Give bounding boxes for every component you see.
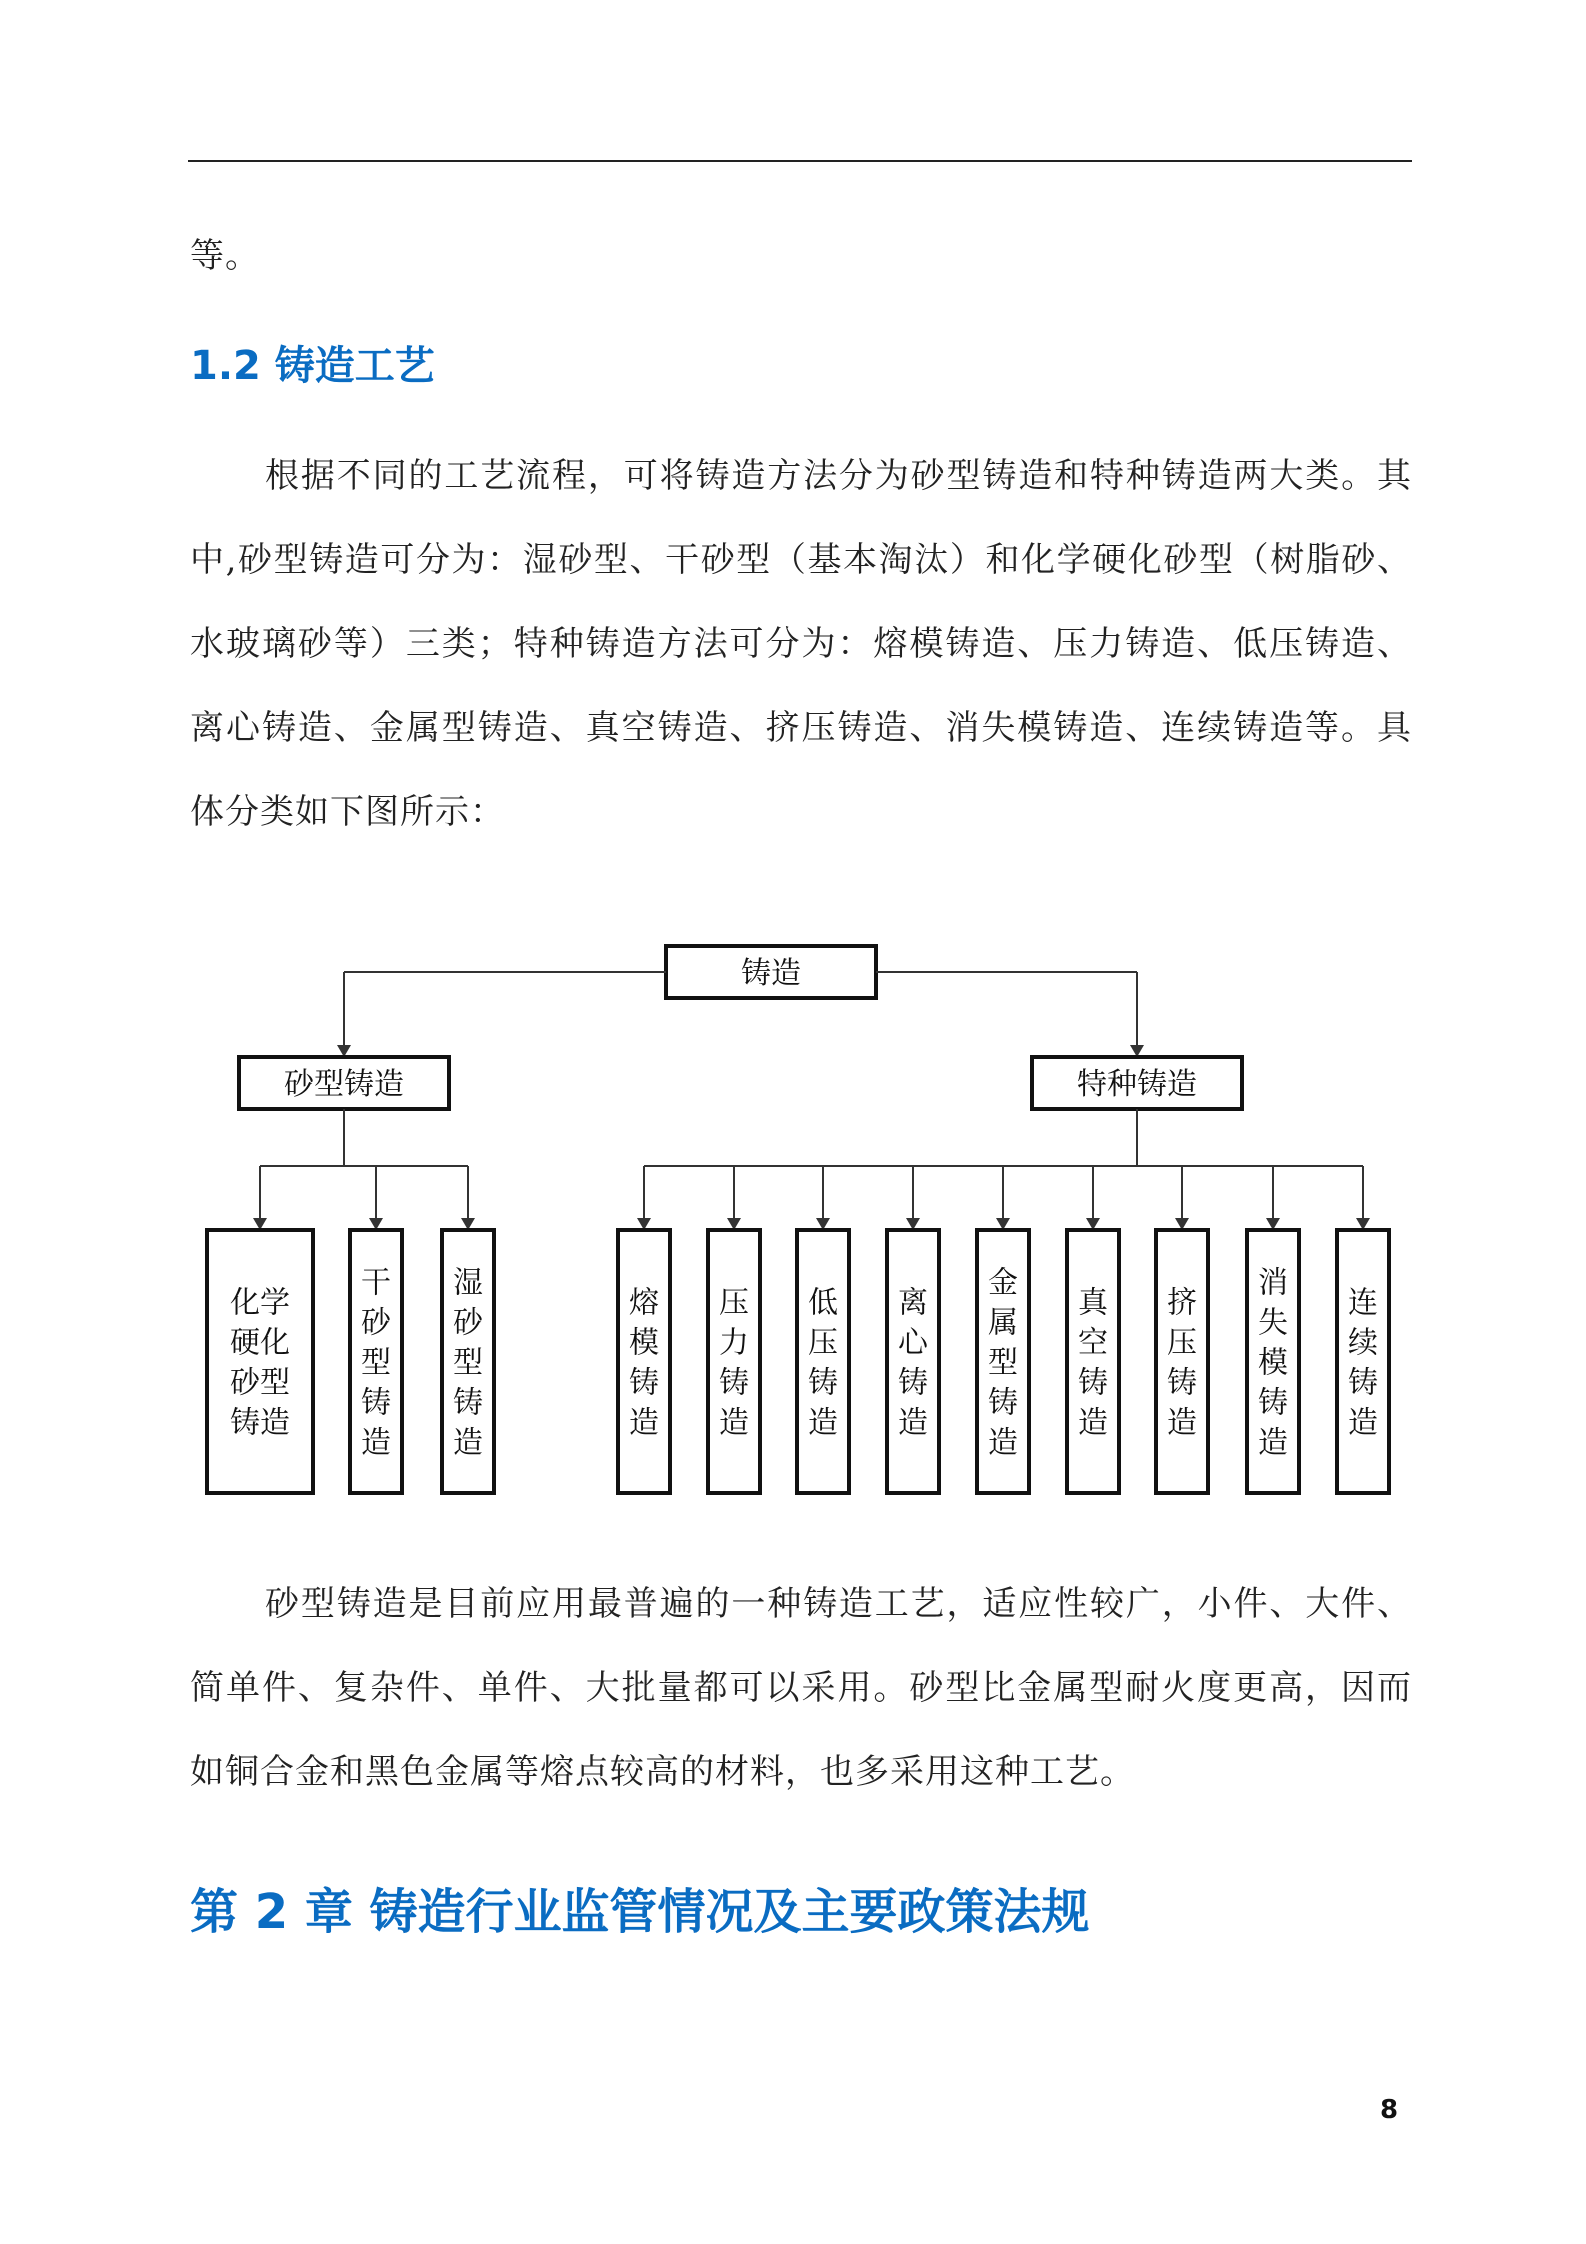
continuation-text: 等。 [190, 236, 260, 276]
leaf-node-text-1-3-1: 湿 [453, 1265, 483, 1301]
branch-node-label-2: 特种铸造 [1077, 1067, 1197, 1102]
leaf-node-text-2-9-4: 造 [1348, 1405, 1378, 1441]
leaf-node-box-2-9 [1337, 1230, 1389, 1493]
leaf-node-text-2-1-2: 模 [629, 1325, 659, 1361]
leaf-node-text-1-2-4: 铸 [361, 1385, 391, 1421]
leaf-node-text-1-2-3: 型 [361, 1345, 391, 1381]
leaf-node-text-2-6-1: 真 [1078, 1285, 1108, 1321]
leaf-node-text-2-4-3: 铸 [898, 1365, 928, 1401]
leaf-node-box-2-7 [1156, 1230, 1208, 1493]
leaf-node-text-2-8-4: 铸 [1258, 1385, 1288, 1421]
intro-paragraph: 根据不同的工艺流程，可将铸造方法分为砂型铸造和特种铸造两大类。其中,砂型铸造可分为：湿砂型、干砂型（基本淘汰）和化学硬化砂型（树脂砂、水玻璃砂等）三类；特种铸造方法可分为：熔模铸造、压力铸造、低压铸造、离心铸造、金属型铸造、真空铸造、挤压铸造、消失模铸造、连续铸造等。具体分类如下图所示： [190, 456, 1412, 832]
leaf-node-text-2-3-1: 低 [808, 1285, 838, 1321]
leaf-node-text-2-4-1: 离 [898, 1285, 928, 1321]
leaf-node-box-2-2 [708, 1230, 760, 1493]
leaf-node-text-1-3-3: 型 [453, 1345, 483, 1381]
sand-casting-paragraph: 砂型铸造是目前应用最普遍的一种铸造工艺，适应性较广，小件、大件、简单件、复杂件、单件、大批量都可以采用。砂型比金属型耐火度更高，因而如铜合金和黑色金属等熔点较高的材料，也多采用这种工艺。 [190, 1584, 1412, 1792]
leaf-node-text-2-9-3: 铸 [1348, 1365, 1378, 1401]
leaf-node-box-2-3 [797, 1230, 849, 1493]
leaf-node-text-1-1-4: 铸造 [230, 1405, 290, 1441]
leaf-node-text-1-3-2: 砂 [453, 1305, 483, 1341]
leaf-node-text-2-6-4: 造 [1078, 1405, 1108, 1441]
leaf-node-text-2-5-2: 属 [988, 1305, 1018, 1341]
leaf-node-text-2-7-3: 铸 [1167, 1365, 1197, 1401]
leaf-node-text-1-3-5: 造 [453, 1425, 483, 1461]
leaf-node-text-2-5-5: 造 [988, 1425, 1018, 1461]
leaf-node-text-2-8-3: 模 [1258, 1345, 1288, 1381]
leaf-node-text-2-6-3: 铸 [1078, 1365, 1108, 1401]
branch-node-label-1: 砂型铸造 [284, 1067, 404, 1102]
leaf-node-text-1-2-1: 干 [361, 1265, 391, 1301]
leaf-node-box-1-1 [207, 1230, 313, 1493]
leaf-node-text-2-8-5: 造 [1258, 1425, 1288, 1461]
leaf-node-text-2-7-1: 挤 [1167, 1285, 1197, 1321]
chapter-heading: 第 2 章 铸造行业监管情况及主要政策法规 [190, 1884, 1090, 1940]
leaf-node-text-2-7-4: 造 [1167, 1405, 1197, 1441]
leaf-node-text-2-3-3: 铸 [808, 1365, 838, 1401]
leaf-node-text-2-9-1: 连 [1348, 1285, 1378, 1321]
leaf-node-text-2-1-4: 造 [629, 1405, 659, 1441]
leaf-node-text-2-1-3: 铸 [629, 1365, 659, 1401]
leaf-node-text-2-1-1: 熔 [629, 1285, 659, 1321]
leaf-node-text-2-8-1: 消 [1258, 1265, 1288, 1301]
leaf-node-text-2-9-2: 续 [1348, 1325, 1378, 1361]
leaf-node-text-2-3-4: 造 [808, 1405, 838, 1441]
leaf-node-text-2-2-4: 造 [719, 1405, 749, 1441]
leaf-node-text-1-1-2: 硬化 [230, 1325, 290, 1361]
leaf-node-text-2-2-1: 压 [719, 1285, 749, 1321]
leaf-node-text-2-8-2: 失 [1258, 1305, 1288, 1341]
root-node-label: 铸造 [741, 956, 801, 991]
leaf-node-text-2-5-1: 金 [988, 1265, 1018, 1301]
leaf-node-text-1-2-5: 造 [361, 1425, 391, 1461]
page-number: 8 [1380, 2095, 1399, 2125]
leaf-node-box-2-4 [887, 1230, 939, 1493]
leaf-node-text-2-5-4: 铸 [988, 1385, 1018, 1421]
leaf-node-text-2-2-2: 力 [719, 1325, 749, 1361]
leaf-node-text-2-3-2: 压 [808, 1325, 838, 1361]
leaf-node-text-2-2-3: 铸 [719, 1365, 749, 1401]
leaf-node-text-2-4-2: 心 [898, 1325, 928, 1361]
leaf-node-text-2-4-4: 造 [898, 1405, 928, 1441]
leaf-node-box-2-6 [1067, 1230, 1119, 1493]
leaf-node-text-1-1-3: 砂型 [230, 1365, 290, 1401]
leaf-node-text-1-1-1: 化学 [230, 1285, 290, 1321]
leaf-node-text-2-5-3: 型 [988, 1345, 1018, 1381]
leaf-node-text-2-6-2: 空 [1078, 1325, 1108, 1361]
leaf-node-text-1-2-2: 砂 [361, 1305, 391, 1341]
leaf-node-text-2-7-2: 压 [1167, 1325, 1197, 1361]
leaf-node-text-1-3-4: 铸 [453, 1385, 483, 1421]
leaf-node-box-2-1 [618, 1230, 670, 1493]
section-heading: 1.2 铸造工艺 [190, 343, 435, 389]
